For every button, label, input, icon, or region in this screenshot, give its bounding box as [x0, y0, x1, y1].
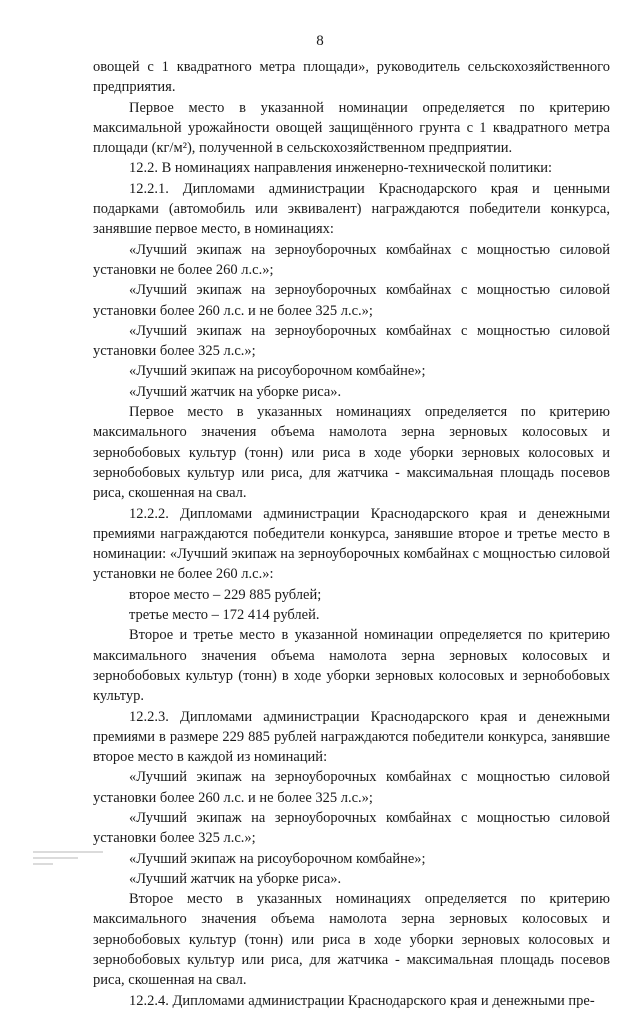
- nomination-item: «Лучший экипаж на зерноуборочных комбайнах с мощностью силовой установки не более 260 л.с.»;: [93, 241, 610, 278]
- nomination-item: «Лучший экипаж на рисоуборочном комбайне»;: [129, 363, 426, 380]
- page-number: 8: [316, 33, 324, 49]
- nomination-item: «Лучший экипаж на рисоуборочном комбайне»;: [129, 850, 426, 867]
- paragraph: Второе место в указанных номинациях определяется по критерию максимального значения объема намолота зерна зерновых колосовых и зернобобовых культур (тонн) или риса в ходе уборки зерновых колосовых и зернобобовых культур или риса, для жатчика - максимальная площадь посевов риса, скошенная на свал.: [93, 891, 610, 989]
- faint-footer-mark: [33, 851, 113, 873]
- nomination-item: «Лучший экипаж на зерноуборочных комбайнах с мощностью силовой установки более 260 л.с. и не более 325 л.с.»;: [93, 769, 610, 806]
- prize-item: второе место – 229 885 рублей;: [129, 586, 322, 603]
- nomination-item: «Лучший экипаж на зерноуборочных комбайнах с мощностью силовой установки более 325 л.с.»;: [93, 809, 610, 847]
- paragraph: 12.2.3. Дипломами администрации Краснодарского края и денежными премиями в размере 229 885 рублей награждаются победители конкурса, занявшие второе место в каждой из номинаций:: [93, 708, 610, 766]
- nomination-item: «Лучший жатчик на уборке риса».: [129, 383, 342, 400]
- paragraph: Первое место в указанных номинациях определяется по критерию максимального значения объема намолота зерна зерновых колосовых и зернобобовых культур (тонн) или риса в ходе уборки зерновых колосовых и зернобобовых культур или риса, для жатчика - максимальная площадь посевов риса, скошенная на свал.: [93, 404, 610, 502]
- paragraph: 12.2.4. Дипломами администрации Краснодарского края и денежными пре-: [129, 992, 595, 1009]
- section-heading: 12.2. В номинациях направления инженерно-технической политики:: [129, 160, 553, 177]
- paragraph: 12.2.1. Дипломами администрации Краснодарского края и ценными подарками (автомобиль или эквивалент) награждаются победители конкурса, занявшие первое место, в номинациях:: [93, 180, 610, 238]
- paragraph: 12.2.2. Дипломами администрации Краснодарского края и денежными премиями награждаются победители конкурса, занявшие второе и третье место в номинации: «Лучший экипаж на зерноуборочных комбайнах с мощностью силовой установки не более 260 л.с.»:: [93, 505, 610, 583]
- paragraph: Первое место в указанной номинации определяется по критерию максимальной урожайности овощей защищённого грунта с 1 квадратного метра площади (кг/м²), полученной в сельскохозяйственном предприятии.: [93, 99, 610, 157]
- paragraph: овощей с 1 квадратного метра площади», руководитель сельскохозяйственного предприятия.: [93, 59, 610, 96]
- paragraph: Второе и третье место в указанной номинации определяется по критерию максимального значения объема намолота зерна зерновых колосовых и зернобобовых культур (тонн) в ходе уборки зерновых колосовых и зернобобовых культур.: [93, 627, 610, 705]
- nomination-item: «Лучший жатчик на уборке риса».: [129, 870, 342, 887]
- nomination-item: «Лучший экипаж на зерноуборочных комбайнах с мощностью силовой установки более 325 л.с.»;: [93, 322, 610, 360]
- nomination-item: «Лучший экипаж на зерноуборочных комбайнах с мощностью силовой установки более 260 л.с. и не более 325 л.с.»;: [93, 282, 610, 319]
- document-body: [93, 57, 610, 1011]
- prize-item: третье место – 172 414 рублей.: [129, 607, 320, 624]
